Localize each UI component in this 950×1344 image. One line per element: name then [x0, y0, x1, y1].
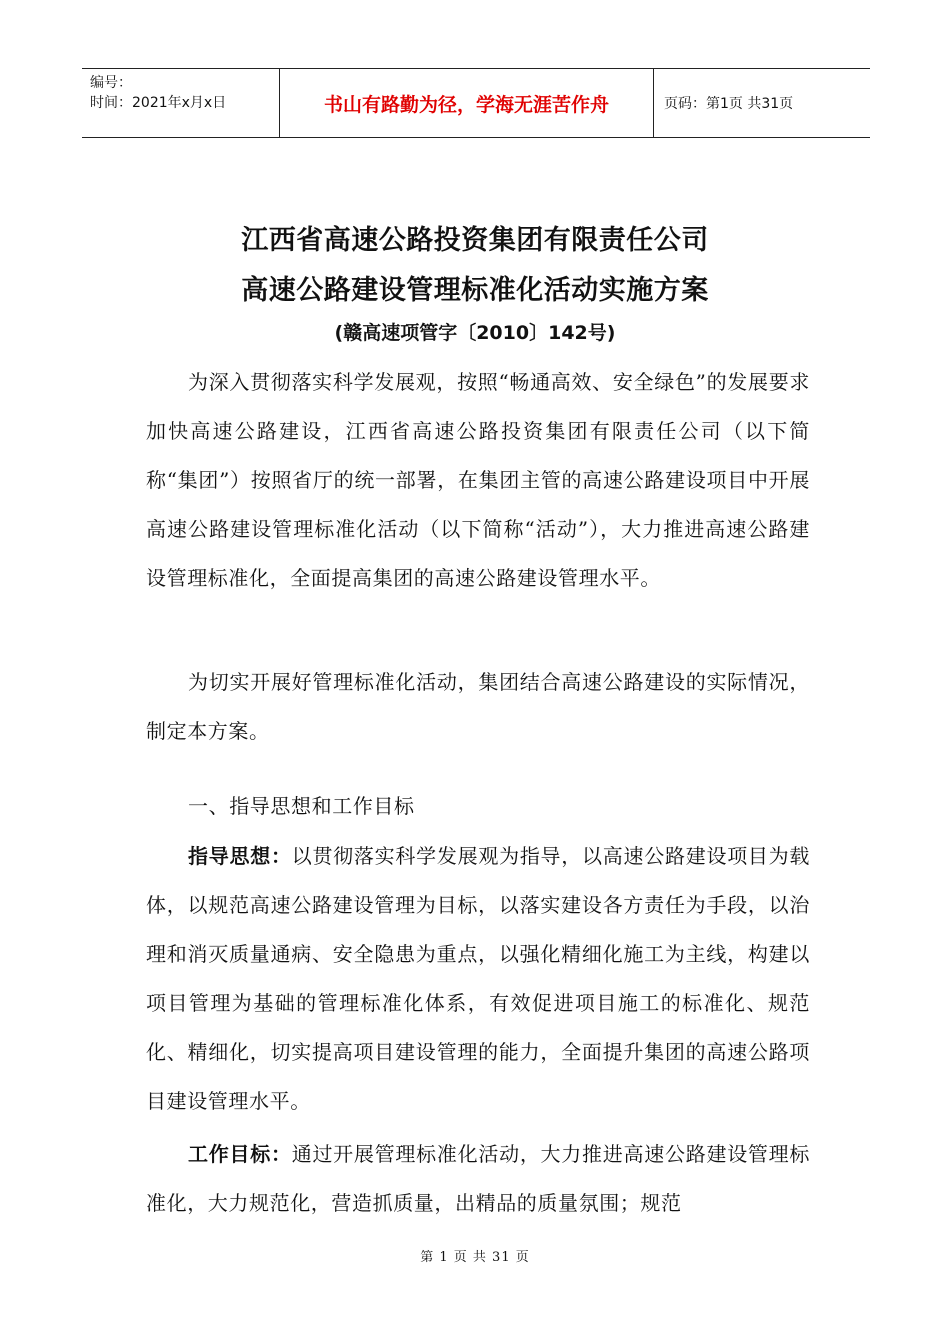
header-motto: 书山有路勤为径，学海无涯苦作舟: [280, 69, 654, 137]
section-heading: 一、指导思想和工作目标: [188, 794, 415, 818]
paragraph-guiding-thought: [146, 832, 810, 1126]
goal-text: 通过开展管理标准化活动，大力推进高速公路建设管理标准化，大力规范化，营造抓质量，出精品的质量氛围；规范: [146, 1142, 811, 1215]
page-footer: 第 1 页 共 31 页: [420, 1250, 530, 1265]
document-title-line2: 高速公路建设管理标准化活动实施方案: [241, 275, 709, 306]
header-meta-cell: [82, 69, 280, 137]
paragraph-purpose: 为切实开展好管理标准化活动，集团结合高速公路建设的实际情况，制定本方案。: [146, 670, 810, 743]
guiding-label: 指导思想：: [188, 844, 292, 868]
guiding-text: 以贯彻落实科学发展观为指导，以高速公路建设项目为载体，以规范高速公路建设管理为目标，以落实建设各方责任为手段，以治理和消灭质量通病、安全隐患为重点，以强化精细化施工为主线，构建以项目管理为基础的管理标准化体系，有效促进项目施工的标准化、规范化、精细化，切实提高项目建设管理的能力，全面提升集团的高速公路项目建设管理水平。: [146, 844, 811, 1113]
header-page-label: 页码：第1页 共31页: [664, 96, 794, 112]
time-label: 时间：2021年x月x日: [90, 95, 227, 111]
goal-label: 工作目标：: [188, 1142, 292, 1166]
document-header: [82, 68, 870, 138]
paragraph-intro: 为深入贯彻落实科学发展观，按照“畅通高效、安全绿色”的发展要求加快高速公路建设，江西省高速公路投资集团有限责任公司（以下简称“集团”）按照省厅的统一部署，在集团主管的高速公路建设项目中开展高速公路建设管理标准化活动（以下简称“活动”），大力推进高速公路建设管理标准化，全面提高集团的高速公路建设管理水平。: [146, 370, 810, 590]
document-number: (赣高速项管字〔2010〕142号): [334, 322, 616, 344]
paragraph-work-goal: [146, 1130, 810, 1228]
number-label: 编号：: [90, 75, 132, 91]
document-title-line1: 江西省高速公路投资集团有限责任公司: [241, 225, 709, 256]
